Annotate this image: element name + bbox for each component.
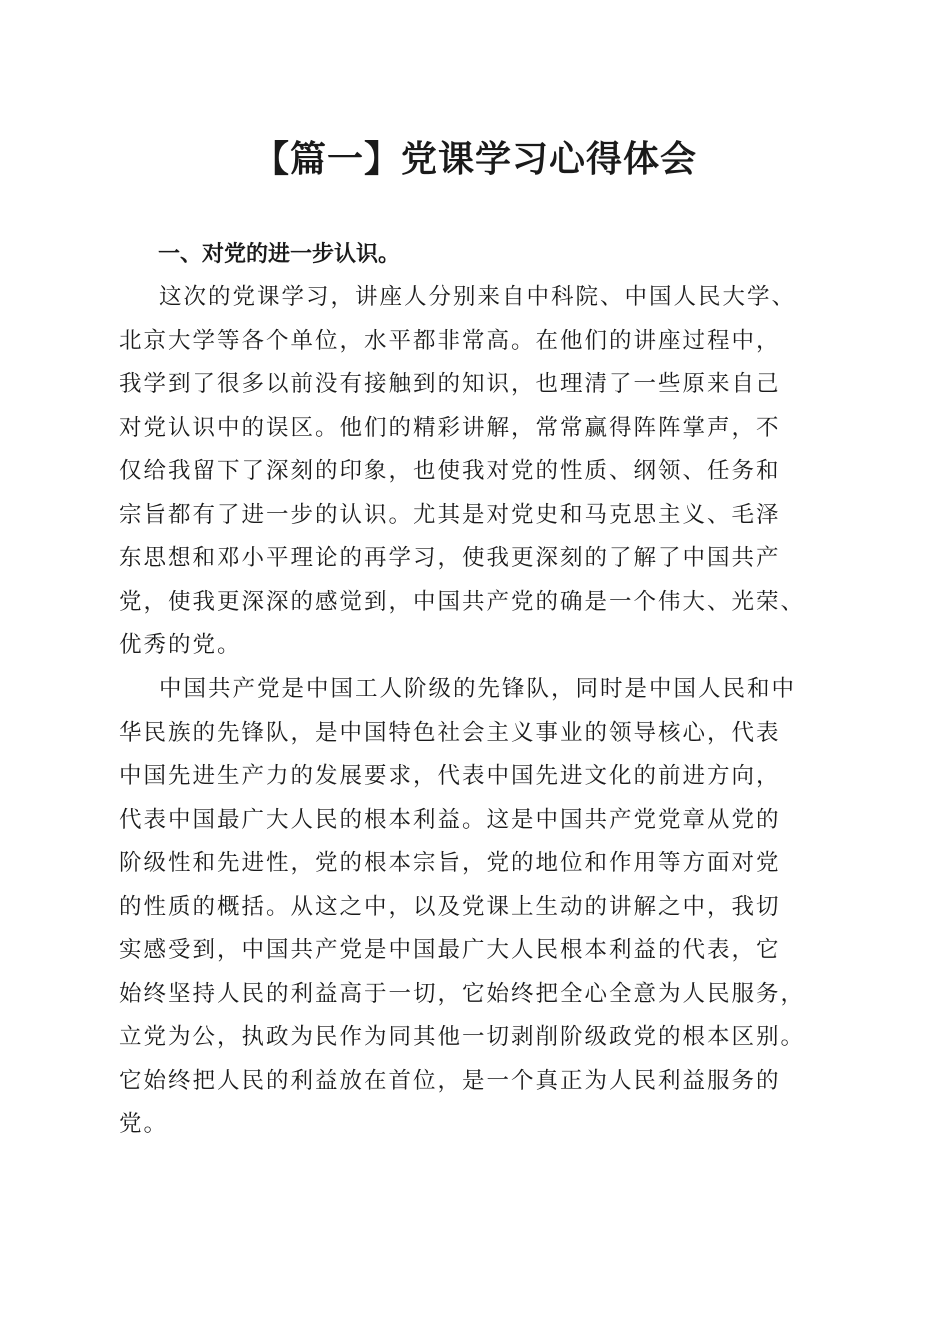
paragraph-line: 优秀的党。 — [119, 632, 242, 658]
paragraph-line: 实感受到，中国共产党是中国最广大人民根本利益的代表，它 — [119, 937, 781, 963]
paragraph-line: 中国先进生产力的发展要求，代表中国先进文化的前进方向， — [119, 763, 781, 789]
paragraph-line: 党，使我更深深的感觉到，中国共产党的确是一个伟大、光荣、 — [119, 588, 806, 615]
paragraph-1 — [119, 276, 839, 668]
document-title: 【篇一】党课学习心得体会 — [252, 139, 697, 180]
paragraph-line: 东思想和邓小平理论的再学习，使我更深刻的了解了中国共产 — [119, 545, 781, 571]
paragraph-line: 我学到了很多以前没有接触到的知识，也理清了一些原来自己 — [119, 371, 781, 397]
paragraph-line: 它始终把人民的利益放在首位，是一个真正为人民利益服务的 — [119, 1067, 781, 1094]
paragraph-line: 这次的党课学习，讲座人分别来自中科院、中国人民大学、 — [159, 284, 797, 310]
paragraph-line: 北京大学等各个单位，水平都非常高。在他们的讲座过程中， — [119, 327, 781, 354]
paragraph-line: 中国共产党是中国工人阶级的先锋队，同时是中国人民和中 — [159, 676, 797, 702]
paragraph-line: 宗旨都有了进一步的认识。尤其是对党史和马克思主义、毛泽 — [119, 501, 781, 528]
paragraph-line: 党。 — [119, 1111, 169, 1137]
paragraph-2 — [119, 668, 839, 1147]
paragraph-line: 的性质的概括。从这之中，以及党课上生动的讲解之中，我切 — [119, 893, 781, 920]
paragraph-line: 华民族的先锋队，是中国特色社会主义事业的领导核心，代表 — [119, 719, 781, 746]
paragraph-line: 始终坚持人民的利益高于一切，它始终把全心全意为人民服务， — [119, 980, 806, 1007]
paragraph-line: 对党认识中的误区。他们的精彩讲解，常常赢得阵阵掌声，不 — [119, 414, 781, 441]
paragraph-line: 代表中国最广大人民的根本利益。这是中国共产党党章从党的 — [119, 806, 781, 833]
paragraph-line: 仅给我留下了深刻的印象，也使我对党的性质、纲领、任务和 — [119, 458, 781, 484]
paragraph-line: 立党为公，执政为民作为同其他一切剥削阶级政党的根本区别。 — [119, 1024, 806, 1050]
section-heading: 一、对党的进一步认识。 — [158, 242, 401, 267]
paragraph-line: 阶级性和先进性，党的根本宗旨，党的地位和作用等方面对党 — [119, 850, 781, 876]
